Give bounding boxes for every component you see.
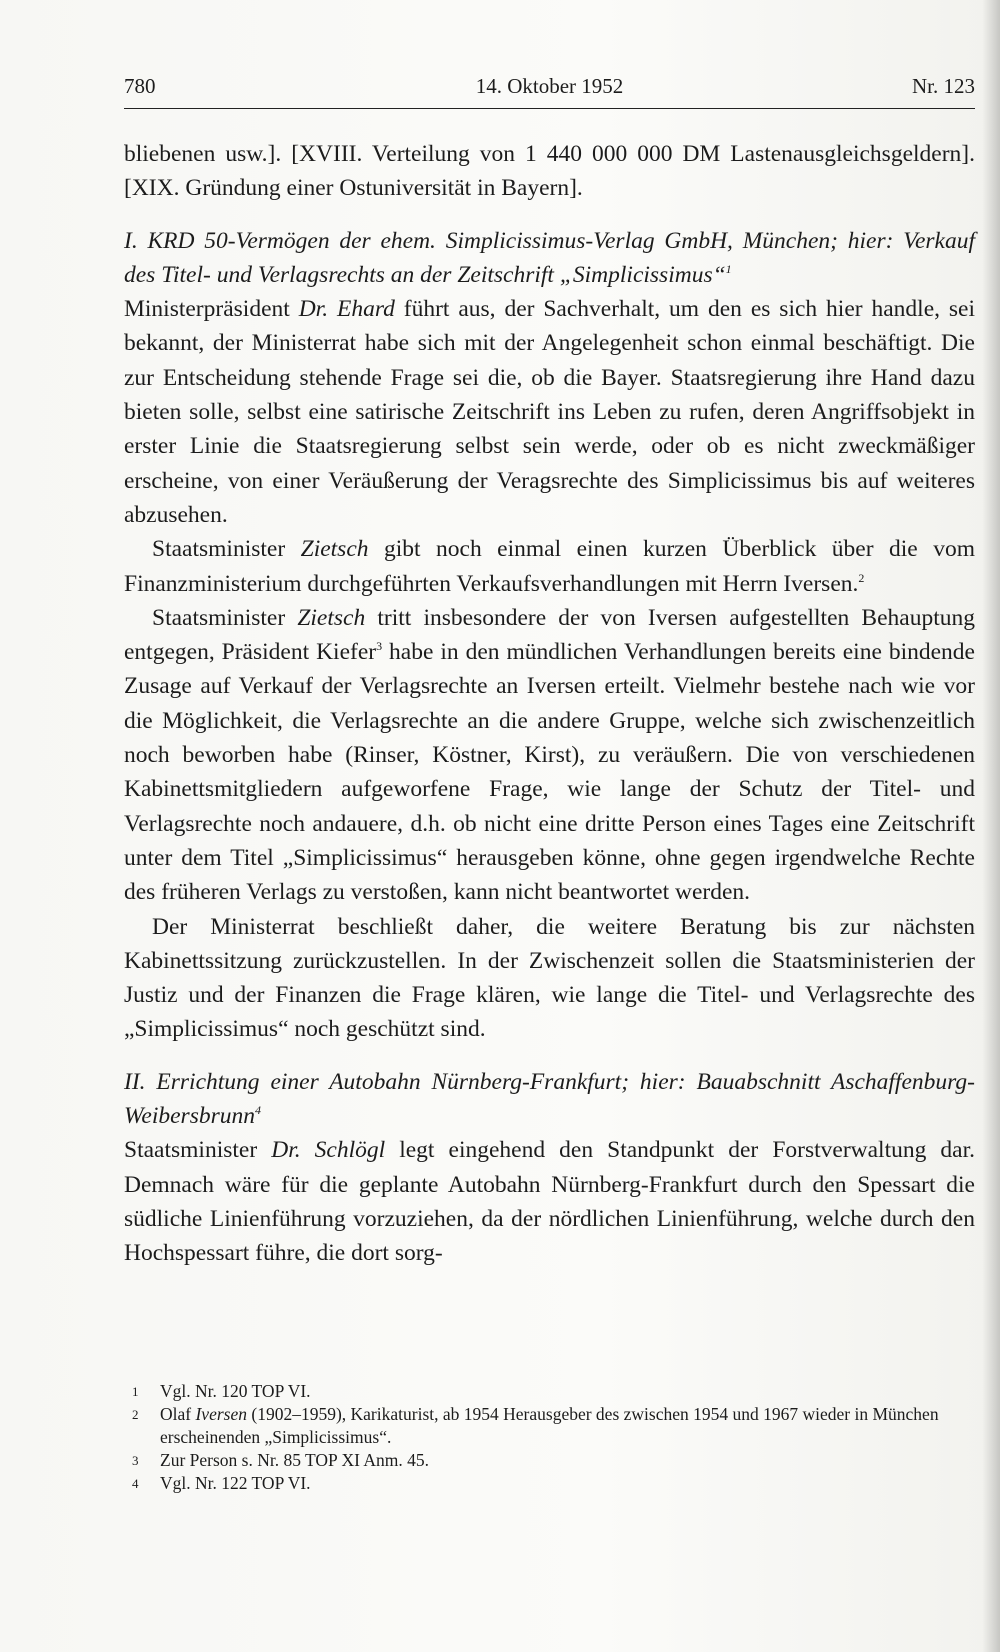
para-text: legt eingehend den Standpunkt der Forstverwaltung dar. Demnach wäre für die geplante Autobahn Nürnberg-Frankfurt durch den Spessart die südliche Linienführung vorzuziehen, da der nördlichen Linienführung, welche durch den Hochspessart führe, die dort sorg- xyxy=(124,1137,975,1267)
section-2-paragraph-1 xyxy=(124,1133,975,1270)
para-text: habe in den mündlichen Verhandlungen bereits eine bindende Zusage auf Verkauf der Verlagsrechte an Iversen erteilt. Vielmehr bestehe nach wie vor die Möglichkeit, die Verlagsrechte an die andere Gruppe, welche sich zwischenzeitlich noch beworben habe (Rinser, Köstner, Kirst), zu veräußern. Die von verschiedenen Kabinettsmitgliedern aufgeworfene Frage, wie lange der Schutz der Titel- und Verlagsrechte noch andauere, d.h. ob nicht eine dritte Person eines Tages eine Zeitschrift unter dem Titel „Simplicissimus“ herausgeben könne, ohne gegen irgendwelche Rechte des früheren Verlags zu verstoßen, kann nicht beantwortet werden. xyxy=(124,639,975,906)
speaker-name: Zietsch xyxy=(297,604,366,631)
header-issue-number: Nr. 123 xyxy=(912,74,975,98)
section-1-paragraph-2 xyxy=(124,532,975,601)
section-2-title-text: II. Errichtung einer Autobahn Nürnberg-Frankfurt; hier: Bauabschnitt Aschaffenburg-Weibersbrunn xyxy=(124,1068,975,1130)
footnote-ref-1[interactable]: 1 xyxy=(725,262,732,277)
speaker-name: Dr. Schlögl xyxy=(271,1137,386,1164)
para-text: Staatsminister xyxy=(152,604,298,631)
para-text: tritt insbesondere der von Iversen aufgestellten Behauptung entgegen, Präsident Kiefer xyxy=(124,604,975,666)
footnote-text: (1902–1959), Karikaturist, ab 1954 Herausgeber des zwischen 1954 und 1967 wieder in München erscheinenden „Simplicissimus“. xyxy=(160,1404,939,1447)
footnote-ref-2[interactable]: 2 xyxy=(858,570,865,585)
section-1-paragraph-1 xyxy=(124,292,975,532)
footnote-number: 1 xyxy=(132,1384,139,1399)
para-text: Staatsminister xyxy=(152,536,301,563)
footnote-number: 4 xyxy=(132,1476,139,1491)
section-1-paragraph-3 xyxy=(124,601,975,910)
footnote xyxy=(124,1403,975,1449)
footnote-person-name: Iversen xyxy=(195,1404,247,1424)
footnote-text: Zur Person s. Nr. 85 TOP XI Anm. 45. xyxy=(160,1450,429,1470)
header-rule xyxy=(124,108,975,109)
footnote-ref-4[interactable]: 4 xyxy=(255,1103,261,1118)
running-header xyxy=(124,74,975,108)
footnote xyxy=(124,1449,975,1472)
para-text: Ministerpräsident xyxy=(124,296,299,323)
section-1-title-text: I. KRD 50-Vermögen der ehem. Simplicissimus-Verlag GmbH, München; hier: Verkauf des Titel- und Verlagsrechts an der Zeitschrift „Simplicissimus“ xyxy=(124,227,975,288)
footnote xyxy=(124,1472,975,1495)
para-text: gibt noch einmal einen kurzen Überblick über die vom Finanzministerium durchgeführten Verkaufsverhandlungen mit Herrn Iversen. xyxy=(124,536,975,597)
intro-paragraph: bliebenen usw.]. [XVIII. Verteilung von 1 440 000 000 DM Lastenausgleichsgeldern]. [XIX. Gründung einer Ostuniversität in Bayern]. xyxy=(124,141,975,202)
footnote xyxy=(124,1380,975,1403)
footnote-ref-3[interactable]: 3 xyxy=(376,639,383,654)
body-text xyxy=(124,137,975,1271)
page-number: 780 xyxy=(124,74,156,98)
speaker-name: Zietsch xyxy=(300,536,369,563)
section-1-title xyxy=(124,224,975,293)
section-2-title xyxy=(124,1065,975,1134)
header-date: 14. Oktober 1952 xyxy=(475,74,624,98)
section-1-paragraph-4: Der Ministerrat beschließt daher, die weitere Beratung bis zur nächsten Kabinettssitzung zurückzustellen. In der Zwischenzeit sollen die Staatsministerien der Justiz und der Finanzen die Frage klären, wie lange die Titel- und Verlagsrechte des „Simplicissimus“ noch geschützt sind. xyxy=(124,913,975,1043)
para-text: führt aus, der Sachverhalt, um den es sich hier handle, sei bekannt, der Ministerrat habe sich mit der Angelegenheit schon einmal beschäftigt. Die zur Entscheidung stehende Frage sei die, ob die Bayer. Staatsregierung ihre Hand dazu bieten solle, selbst eine satirische Zeitschrift ins Leben zu rufen, deren Angriffsobjekt in erster Linie die Staatsregierung selbst sein werde, oder ob es nicht zweckmäßiger erscheine, von einer Veräußerung der Veragsrechte des Simplicissimus bis auf weiteres abzusehen. xyxy=(124,296,976,528)
footnote-text: Vgl. Nr. 120 TOP VI. xyxy=(160,1381,311,1401)
speaker-name: Dr. Ehard xyxy=(298,296,395,323)
footnote-text: Vgl. Nr. 122 TOP VI. xyxy=(160,1473,311,1493)
footnotes xyxy=(124,1380,975,1495)
para-text: Staatsminister xyxy=(124,1137,272,1164)
footnote-number: 2 xyxy=(132,1407,139,1422)
footnote-text: Olaf xyxy=(160,1404,196,1424)
footnote-number: 3 xyxy=(132,1453,139,1468)
